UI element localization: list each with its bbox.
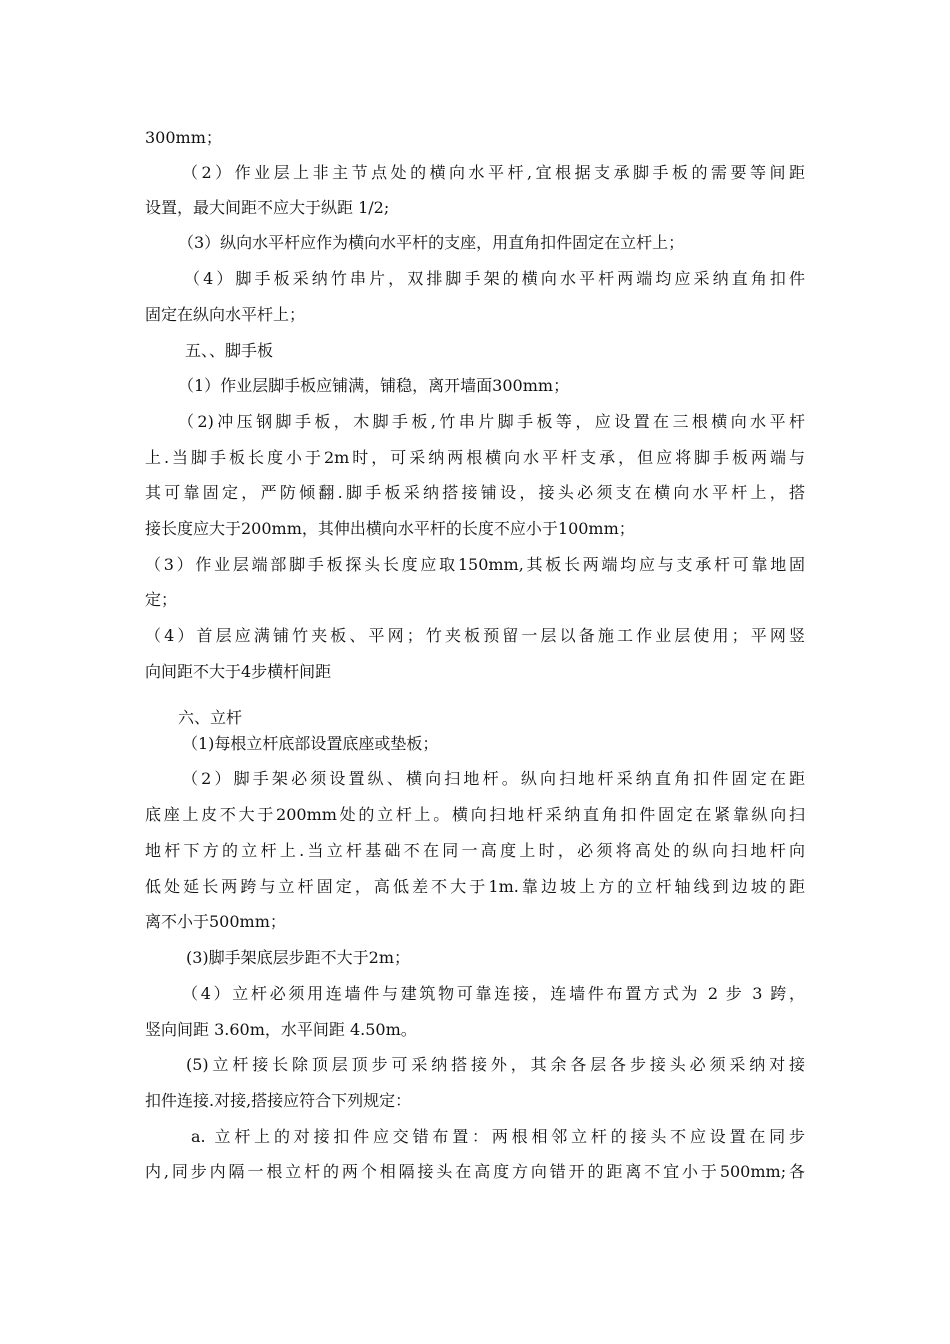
text-line: 向间距不大于4步横杆间距 <box>145 662 332 681</box>
text-line: 其可靠固定，严防倾翻.脚手板采纳搭接铺设，接头必须支在横向水平杆上，搭 <box>145 483 805 502</box>
text-line: 扣件连接.对接,搭接应符合下列规定： <box>145 1091 412 1110</box>
text-line: 固定在纵向水平杆上； <box>145 305 306 324</box>
text-line: （2)冲压钢脚手板，木脚手板,竹串片脚手板等，应设置在三根横向水平杆 <box>178 412 805 431</box>
text-line: 内,同步内隔一根立杆的两个相隔接头在高度方向错开的距离不宜小于500mm;各 <box>145 1162 805 1181</box>
text-line: a. 立杆上的对接扣件应交错布置：两根相邻立杆的接头不应设置在同步 <box>191 1127 805 1146</box>
text-line: 竖向间距 3.60m，水平间距 4.50m。 <box>145 1020 417 1039</box>
text-line: 300mm； <box>145 128 222 147</box>
text-line: （1)每根立杆底部设置底座或垫板； <box>182 734 439 753</box>
text-line: 接长度应大于200mm，其伸出横向水平杆的长度不应小于100mm； <box>145 519 635 538</box>
text-line: （4）立杆必须用连墙件与建筑物可靠连接，连墙件布置方式为 2 步 3 跨， <box>182 984 805 1003</box>
text-line: （4）脚手板采纳竹串片，双排脚手架的横向水平杆两端均应采纳直角扣件 <box>184 269 805 288</box>
text-line: 上.当脚手板长度小于2m时，可采纳两根横向水平杆支承，但应将脚手板两端与 <box>145 448 805 467</box>
text-line: （2）脚手架必须设置纵、横向扫地杆。纵向扫地杆采纳直角扣件固定在距 <box>182 769 805 788</box>
text-line: 设置，最大间距不应大于纵距 1/2; <box>145 198 390 217</box>
section-heading: 六、立杆 <box>178 708 243 727</box>
text-line: (5)立杆接长除顶层顶步可采纳搭接外，其余各层各步接头必须采纳对接 <box>186 1055 805 1074</box>
text-line: (3)脚手架底层步距不大于2m； <box>186 948 411 967</box>
text-line: （2）作业层上非主节点处的横向水平杆,宜根据支承脚手板的需要等间距 <box>182 163 805 182</box>
text-line: 底座上皮不大于200mm处的立杆上。横向扫地杆采纳直角扣件固定在紧靠纵向扫 <box>145 805 805 824</box>
text-line: 低处延长两跨与立杆固定，高低差不大于1m.靠边坡上方的立杆轴线到边坡的距 <box>145 877 805 896</box>
text-line: （1）作业层脚手板应铺满，铺稳，离开墙面300mm； <box>178 376 570 395</box>
section-heading: 五、、脚手板 <box>185 341 274 360</box>
text-line: 离不小于500mm； <box>145 912 286 931</box>
text-line: （3）作业层端部脚手板探头长度应取150mm,其板长两端均应与支承杆可靠地固 <box>145 555 805 574</box>
text-line: 定； <box>145 590 178 609</box>
text-line: （3）纵向水平杆应作为横向水平杆的支座，用直角扣件固定在立杆上； <box>178 233 685 252</box>
text-line: 地杆下方的立杆上.当立杆基础不在同一高度上时，必须将高处的纵向扫地杆向 <box>145 841 805 860</box>
text-line: （4）首层应满铺竹夹板、平网；竹夹板预留一层以备施工作业层使用；平网竖 <box>145 626 805 645</box>
